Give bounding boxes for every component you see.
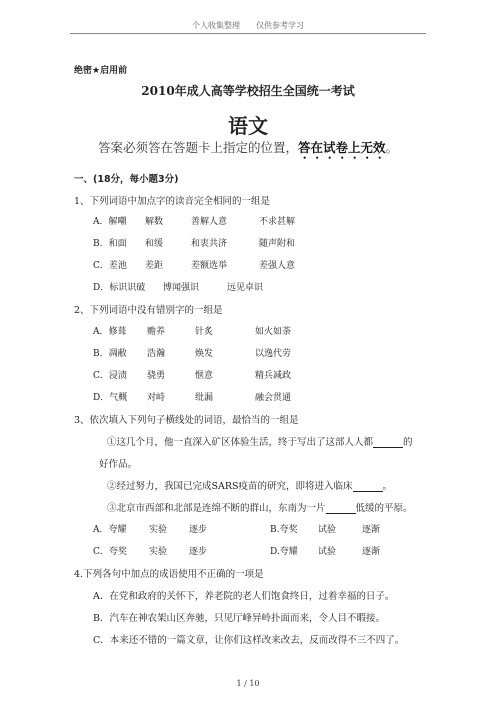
opt-word: 远见卓识: [227, 283, 264, 293]
q4-option-b: B．汽车在神农架山区奔驰，只见厅峰异岭扑面而来，令人目不暇接。: [93, 613, 385, 624]
sentence-text: ①这几个月，他一直深入矿区体验生活，终于写出了这部人人都: [107, 437, 374, 448]
answer-notice: [0, 138, 496, 162]
opt-word: D．标识识破: [93, 283, 146, 293]
opt-word: 逐步: [189, 525, 208, 535]
opt-word: C．浸渍: [93, 371, 127, 381]
page-header: 个人收集整理 仅供参考学习: [192, 21, 304, 30]
question-3-stem: 3、依次填入下列句子横线处的词语，最恰当的一组是: [74, 415, 299, 426]
subject-title: 语文: [228, 114, 268, 138]
opt-word: 焕发: [195, 349, 214, 359]
q4-option-c: C．本来还不错的一篇文章，让你们这样改来改去，反而改得不三不四了。: [93, 635, 405, 646]
secret-label: 绝密★启用前: [74, 66, 128, 76]
q1-option-a: [93, 214, 295, 227]
opt-word: 针炙: [195, 327, 214, 337]
sentence-text: 。: [382, 481, 393, 492]
q1-option-c: [93, 258, 295, 271]
opt-word: 和缓: [145, 239, 164, 249]
q3-option-d: [270, 544, 380, 557]
opt-word: 对峙: [147, 393, 166, 403]
q2-option-b: [93, 346, 291, 359]
fill-blank: [373, 438, 403, 448]
question-2-stem: 2、下列词语中没有错别字的一组是: [74, 305, 223, 316]
opt-word: 浩瀚: [147, 349, 166, 359]
notice-text: 答案必须答在答题卡上指定的位置，: [97, 140, 298, 155]
header-rule: [70, 33, 426, 34]
sentence-text: ②经过努力，我国已完成SARS疫苗的研究，即将进入临床: [107, 481, 353, 492]
notice-emphasis: 答在试卷上无效: [297, 140, 386, 155]
opt-word: B．和面: [93, 239, 127, 249]
opt-word: 如火如荼: [255, 327, 292, 337]
section-heading: 一、(18分，每小题3分): [74, 174, 179, 185]
q3-sentence-3: [107, 500, 413, 514]
q4-option-a: A．在党和政府的关怀下，养老院的老人们饱食终日，过着幸福的日子。: [93, 591, 395, 602]
opt-word: 惬意: [195, 371, 214, 381]
q2-option-c: [93, 368, 291, 381]
notice-end: 。: [385, 140, 399, 155]
opt-word: 博闻强识: [163, 283, 200, 293]
q3-option-c: [93, 544, 207, 557]
q1-option-b: [93, 236, 295, 249]
opt-word: C．夸奖: [93, 547, 127, 557]
opt-word: 以逸代劳: [255, 349, 292, 359]
opt-word: 和衷共济: [191, 239, 228, 249]
opt-word: 实验: [149, 547, 168, 557]
opt-word: 融会贯通: [255, 393, 292, 403]
opt-word: 纰漏: [195, 393, 214, 403]
opt-word: C．差池: [93, 261, 127, 271]
q3-sentence-2: [107, 478, 392, 492]
opt-word: 试验: [318, 525, 337, 535]
opt-word: 不求甚解: [259, 217, 296, 227]
opt-word: 试验: [318, 547, 337, 557]
sentence-text: ③北京市西部和北部是连绵不断的群山，东南为一片: [107, 503, 326, 514]
opt-word: 善解人意: [191, 217, 228, 227]
q3-sentence-1-cont: 好作品。: [99, 459, 138, 470]
opt-word: 随声附和: [259, 239, 296, 249]
q2-option-a: [93, 324, 291, 337]
opt-word: 差距: [145, 261, 164, 271]
question-4-stem: 4.下列各句中加点的成语使用不正确的一项是: [74, 569, 264, 580]
q1-option-d: [93, 280, 263, 293]
opt-word: 精兵减政: [255, 371, 292, 381]
opt-word: 骁勇: [147, 371, 166, 381]
q2-option-d: [93, 390, 291, 403]
opt-word: 逐渐: [362, 547, 381, 557]
opt-word: D．气概: [93, 393, 128, 403]
opt-word: A．修葺: [93, 327, 127, 337]
opt-word: A．解嘲: [93, 217, 127, 227]
opt-word: 逐渐: [362, 525, 381, 535]
opt-word: A．夸耀: [93, 525, 127, 535]
opt-word: 差强人意: [259, 261, 296, 271]
q3-option-a: [93, 522, 207, 535]
opt-word: 差额选举: [191, 261, 228, 271]
opt-word: 逐步: [189, 547, 208, 557]
opt-word: B.夸奖: [270, 525, 298, 535]
opt-word: 解数: [145, 217, 164, 227]
opt-word: 实验: [149, 525, 168, 535]
fill-blank: [326, 504, 356, 514]
page-number: 1 / 10: [236, 679, 260, 688]
sentence-text: 的: [403, 437, 413, 448]
exam-title: 2010年成人高等学校招生全国统一考试: [141, 84, 355, 98]
fill-blank: [353, 482, 383, 492]
opt-word: B．凋敝: [93, 349, 127, 359]
q3-option-b: [270, 522, 380, 535]
q3-sentence-1: [107, 434, 413, 448]
sentence-text: 低缓的平原。: [355, 503, 413, 514]
opt-word: D.夸耀: [270, 547, 298, 557]
question-1-stem: 1、下列词语中加点字的读音完全相同的一组是: [74, 196, 271, 207]
opt-word: 赡养: [147, 327, 166, 337]
